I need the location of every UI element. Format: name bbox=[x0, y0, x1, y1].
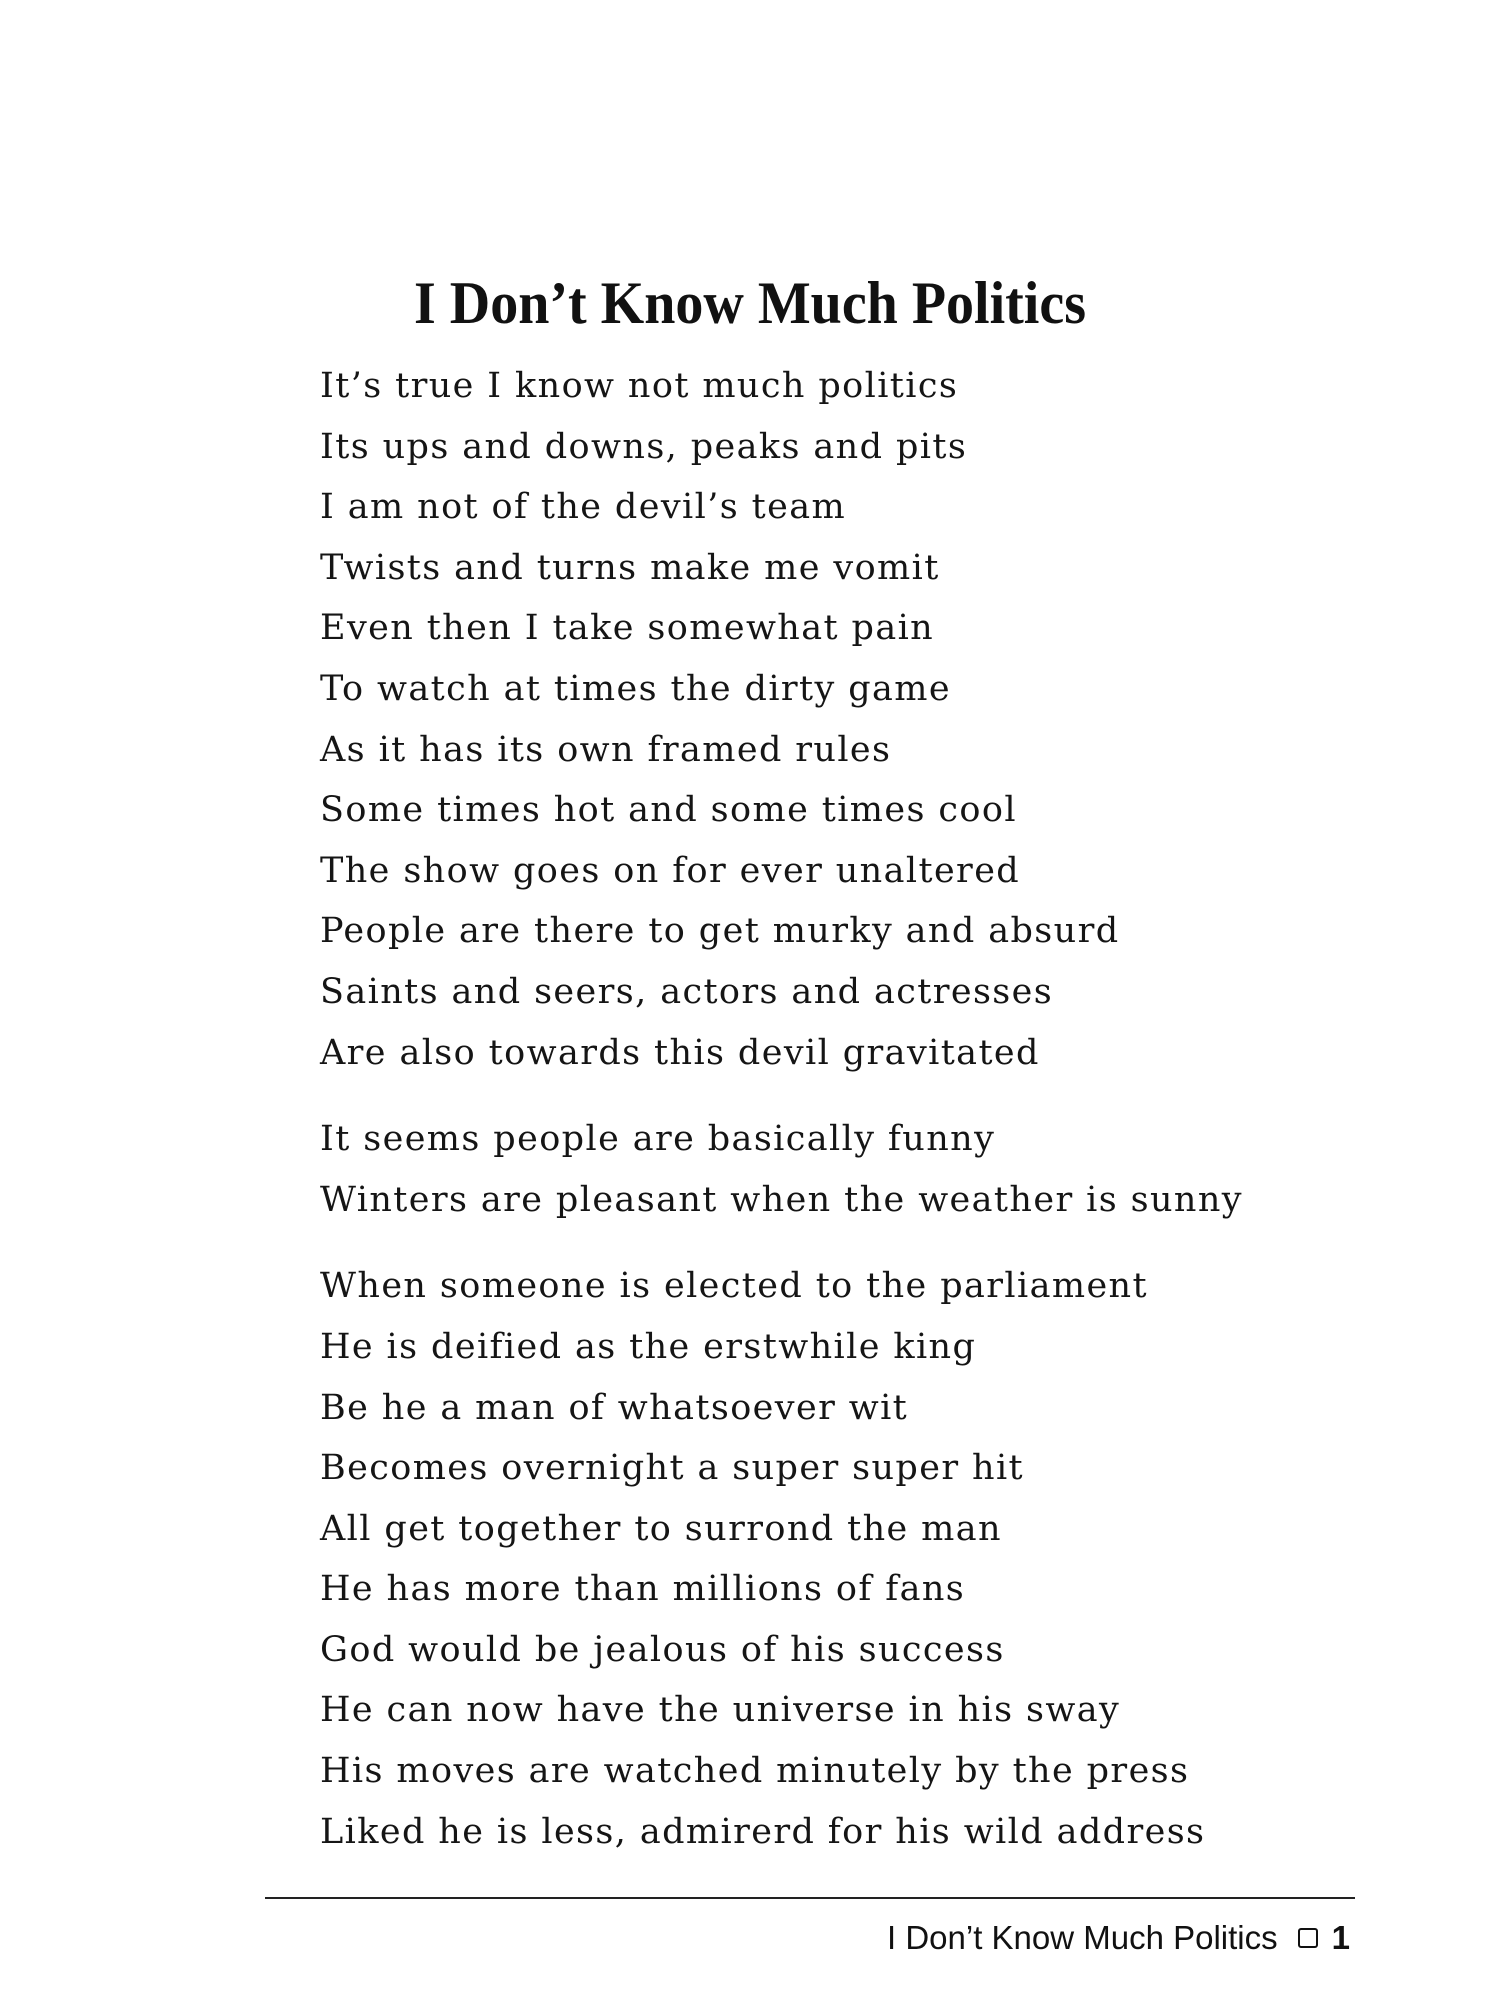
poem-line: Saints and seers, actors and actresses bbox=[320, 971, 1054, 1012]
poem-line: He can now have the universe in his sway bbox=[320, 1690, 1121, 1731]
poem-line: When someone is elected to the parliament bbox=[320, 1266, 1148, 1307]
poem-line: God would be jealous of his success bbox=[320, 1629, 1005, 1670]
poem-line: As it has its own framed rules bbox=[320, 729, 892, 770]
page-title: I Don’t Know Much Politics bbox=[414, 269, 1086, 337]
poem-line: Winters are pleasant when the weather is sunny bbox=[320, 1179, 1243, 1220]
poem-line: Some times hot and some times cool bbox=[320, 790, 1017, 831]
poem-line: Becomes overnight a super super hit bbox=[320, 1448, 1025, 1489]
poem-line: He has more than millions of fans bbox=[320, 1569, 966, 1610]
poem-line: Even then I take somewhat pain bbox=[320, 608, 935, 649]
poem-line: Twists and turns make me vomit bbox=[320, 547, 940, 588]
poem-line: People are there to get murky and absurd bbox=[320, 911, 1120, 952]
page-footer bbox=[887, 1918, 1350, 1958]
poem-line: Its ups and downs, peaks and pits bbox=[320, 426, 968, 467]
poem-line: It seems people are basically funny bbox=[320, 1119, 996, 1160]
page-number: 1 bbox=[1331, 1919, 1350, 1956]
stanza-3 bbox=[320, 1256, 1243, 1862]
stanza-1 bbox=[320, 356, 1243, 1083]
poem-line: It’s true I know not much politics bbox=[320, 366, 959, 406]
poem-line: The show goes on for ever unaltered bbox=[320, 850, 1021, 891]
poem-line: He is deified as the erstwhile king bbox=[320, 1326, 977, 1367]
poem-line: Be he a man of whatsoever wit bbox=[320, 1387, 909, 1428]
poem-line: All get together to surrond the man bbox=[320, 1508, 1002, 1549]
poem-line: His moves are watched minutely by the press bbox=[320, 1751, 1190, 1792]
poem-line: I am not of the devil’s team bbox=[320, 487, 847, 528]
poem-body bbox=[320, 356, 1243, 1862]
poem-line: Are also towards this devil gravitated bbox=[320, 1032, 1040, 1073]
stanza-2 bbox=[320, 1109, 1243, 1230]
footer-divider bbox=[265, 1897, 1355, 1899]
poem-line: Liked he is less, admirerd for his wild address bbox=[320, 1811, 1206, 1852]
footer-running-title: I Don’t Know Much Politics bbox=[886, 1919, 1278, 1956]
square-bullet-icon bbox=[1298, 1928, 1318, 1948]
poem-line: To watch at times the dirty game bbox=[320, 668, 951, 709]
